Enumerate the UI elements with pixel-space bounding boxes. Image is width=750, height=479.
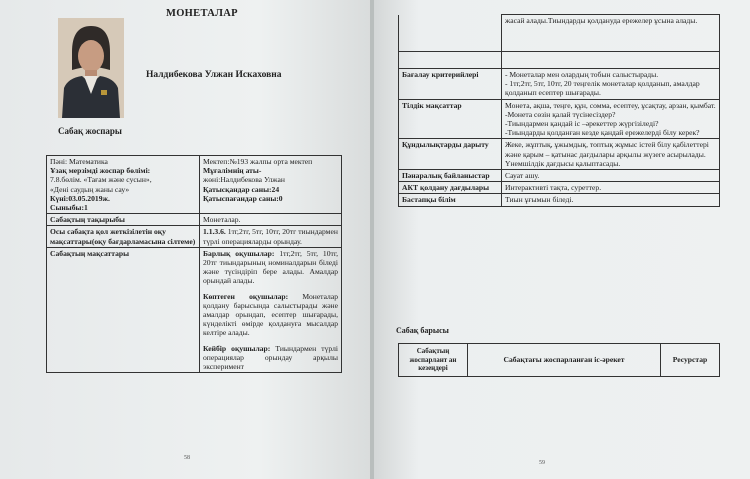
- table-row: [399, 182, 720, 194]
- table-row: [47, 226, 342, 247]
- goal-all-label: Барлық оқушылар:: [203, 248, 275, 258]
- table-header-row: [399, 344, 720, 377]
- row-value: [502, 99, 720, 139]
- table-row: [399, 139, 720, 170]
- row-value: [502, 69, 720, 100]
- row-value: Монеталар.: [200, 214, 342, 226]
- row-line: - Монеталар мен олардың тобын салыстырады.: [505, 70, 659, 79]
- row-label: Тілдік мақсаттар: [399, 99, 502, 139]
- goal-some: [203, 344, 338, 372]
- goal-all: [203, 249, 338, 286]
- goal-most: [203, 292, 338, 338]
- row-value: Интерактивті тақта, суреттер.: [502, 182, 720, 194]
- row-line: -Монета сөзін қалай түсінесіздер?: [505, 109, 616, 119]
- section-heading: Сабақ барысы: [396, 326, 449, 335]
- long-term-label: Ұзақ мерзімді жоспар бөлімі:: [50, 166, 151, 176]
- page-number: 59: [539, 460, 545, 466]
- left-page: [0, 0, 372, 479]
- row-value: жасай алады.Тиындарды қолдануда ережелер ұсына алады.: [502, 15, 720, 52]
- date-text: Күні:03.05.2019ж.: [50, 193, 110, 203]
- row-label: Бастапқы білім: [399, 194, 502, 206]
- absent-count: Қатыспағандар саны:0: [203, 193, 283, 203]
- portrait-image: [58, 18, 124, 118]
- table-row: [399, 194, 720, 206]
- page-number: 58: [184, 455, 190, 461]
- info-cell-left: [47, 156, 200, 214]
- table-row: [399, 15, 720, 52]
- goal-most-text: Монеталар қолдану барысында салыстырады және амалдар орындап, есептер шығарады, күнделікті өмірде қолдануға мысалдар келтіре алады.: [203, 291, 338, 338]
- long-term-value: 7.8.бөлім. «Тағам және сусын»,: [50, 175, 152, 185]
- teacher-value: жөні:Налдибекова Улжан: [203, 175, 285, 185]
- row-label: Құндылықтарды дарыту: [399, 139, 502, 170]
- row-value: Сауат ашу.: [502, 170, 720, 182]
- table-row: [47, 214, 342, 226]
- author-name: Налдибекова Улжан Искаховна: [146, 70, 282, 80]
- row-label: Осы сабақта қол жеткізілетін оқу мақсаттары(оқу бағдарламасына сілтеме): [47, 226, 200, 247]
- table-row: [399, 170, 720, 182]
- header-resources: Ресурстар: [661, 344, 720, 377]
- lesson-process-table: [398, 343, 720, 377]
- row-label: Бағалау критерийлері: [399, 69, 502, 100]
- row-label: Сабақтың тақырыбы: [47, 214, 200, 226]
- row-line: Монета, ақша, теңге, құн, сомма, есептеу, ұсақтау, арзан, қымбат.: [505, 100, 716, 110]
- right-page: [374, 0, 750, 479]
- long-term-value: «Дені саудың жаны сау»: [50, 184, 130, 194]
- table-row: [399, 99, 720, 139]
- row-label: АКТ қолдану дағдылары: [399, 182, 502, 194]
- header-activity: Сабақтағы жоспарланған іс-әрекет: [468, 344, 661, 377]
- table-row: [47, 156, 342, 214]
- page-title: МОНЕТАЛАР: [166, 8, 238, 19]
- table-row: [399, 69, 720, 100]
- lesson-plan-table-continued: [398, 14, 720, 207]
- goals-cell: [200, 247, 342, 372]
- goal-all-text: 1тг,2тг, 5тг, 10тг, 20тг тиындарының номиналдарын біледі және түсіндіріп бере алады. Амалдар орындай алады.: [203, 248, 338, 286]
- school-text: Мектеп:№193 жалпы орта мектеп: [203, 157, 313, 166]
- row-value: Жеке, жұптық, ұжымдық, топтық жұмыс істей білу қабілеттері және қарым – қатынас дағдылары арқылы жүзеге асырылады. Үнемшілдік дағдысы қалыптасады.: [502, 139, 720, 170]
- row-label: Пәнаралық байланыстар: [399, 170, 502, 182]
- header-stage: Сабақтың жоспарлант ан кезеңдері: [399, 344, 468, 377]
- row-value: Тиын ұғымын біледі.: [502, 194, 720, 206]
- teacher-label: Мұғалімнің аты-: [203, 166, 262, 176]
- objective-code: 1.1.3.6.: [203, 227, 226, 237]
- row-value: [200, 226, 342, 247]
- table-row: [47, 247, 342, 372]
- table-row: [399, 52, 720, 69]
- info-cell-right: [200, 156, 342, 214]
- row-label: [399, 15, 502, 52]
- row-label: Сабақтың мақсаттары: [47, 247, 200, 372]
- goal-some-text: Тиындармен түрлі операциялар орындау арқылы эксперимент: [203, 343, 338, 372]
- goal-some-label: Кейбір оқушылар:: [203, 343, 271, 353]
- objective-text: 1тг,2тг, 5тг, 10тг, 20тг тиындармен түрлі операцияларды орындау.: [203, 227, 338, 246]
- row-value: [502, 52, 720, 69]
- row-line: -Тиындармен қандай іс –әрекеттер жүргізіледі?: [505, 119, 659, 129]
- row-label: [399, 52, 502, 69]
- row-line: -Тиындарды қолданған кезде қандай ережелерді білу керек?: [505, 128, 700, 138]
- section-heading: Сабақ жоспары: [58, 126, 122, 136]
- row-line: - 1тг,2тг, 5тг, 10тг, 20 теңгелік монеталар қолданып, амалдар қолданып есептер шығарады.: [505, 79, 700, 98]
- lesson-plan-table: [46, 155, 342, 373]
- present-count: Қатысқандар саны:24: [203, 184, 280, 194]
- author-photo: [58, 18, 124, 118]
- grade-text: Сыныбы:1: [50, 203, 88, 213]
- goal-most-label: Көптеген оқушылар:: [203, 291, 289, 301]
- subject-text: Пәні: Математика: [50, 157, 108, 166]
